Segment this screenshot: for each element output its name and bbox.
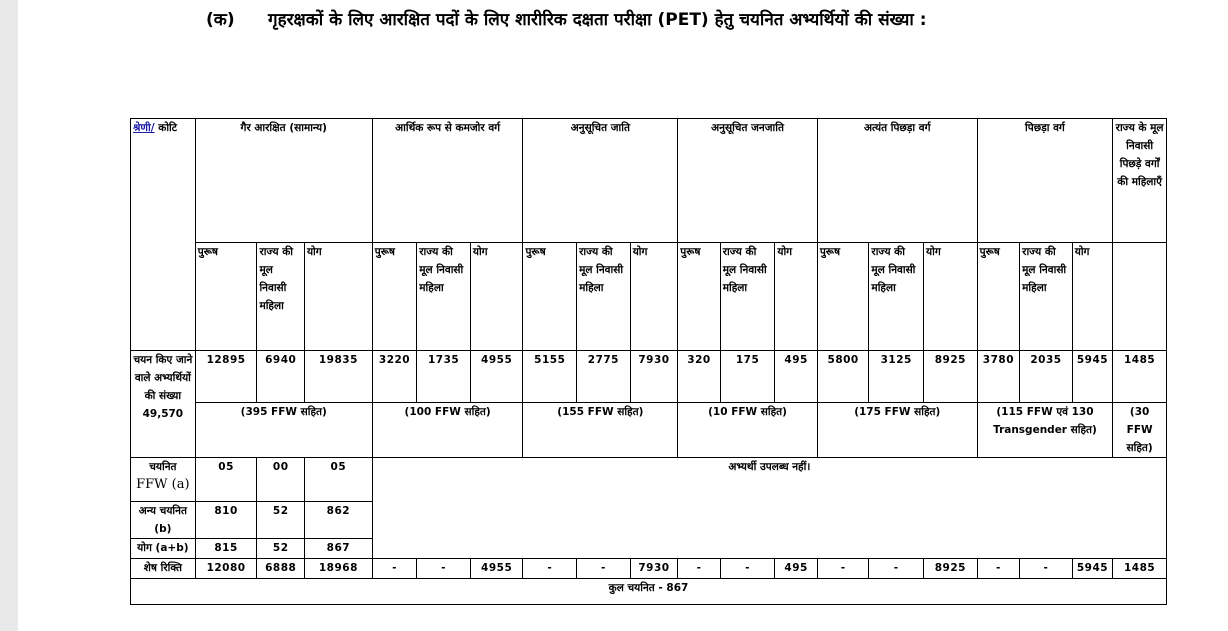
other-selected-value: 52 <box>257 502 305 539</box>
section-heading <box>206 4 1126 37</box>
subheader-total: योग <box>470 243 523 351</box>
remaining-value: 495 <box>775 559 817 579</box>
selected-value: 175 <box>720 351 775 403</box>
ffw-selected-value: 05 <box>195 458 257 502</box>
selected-value: 1735 <box>417 351 471 403</box>
selected-label: चयन किए जाने वाले अभ्यर्थियों की संख्या 49,570 <box>131 351 196 458</box>
selected-value: 1485 <box>1113 351 1167 403</box>
category-ews: आर्थिक रूप से कमजोर वर्ग <box>372 119 523 243</box>
selected-value: 2035 <box>1020 351 1073 403</box>
remaining-value: - <box>523 559 577 579</box>
selected-value: 5945 <box>1072 351 1112 403</box>
selected-values-row <box>131 351 1167 403</box>
remaining-value: - <box>817 559 869 579</box>
subheader-total: योग <box>924 243 978 351</box>
remaining-value: 12080 <box>195 559 257 579</box>
sum-value: 52 <box>257 539 305 559</box>
total-row <box>131 579 1167 605</box>
heading-text: गृहरक्षकों के लिए आरक्षित पदों के लिए शारीरिक दक्षता परीक्षा (PET) हेतु चयनित अभ्यर्थियों की संख्या : <box>268 10 927 30</box>
remaining-value: - <box>1020 559 1073 579</box>
selected-value: 2775 <box>577 351 631 403</box>
subheader-male: पुरूष <box>195 243 257 351</box>
remaining-value: 18968 <box>304 559 372 579</box>
ffw-note: (100 FFW सहित) <box>372 403 523 458</box>
subheader-female: राज्य की मूल निवासी महिला <box>869 243 924 351</box>
selected-value: 5155 <box>523 351 577 403</box>
selected-value: 5800 <box>817 351 869 403</box>
pet-selection-table <box>130 118 1167 605</box>
remaining-label: शेष रिक्ति <box>131 559 196 579</box>
category-sc: अनुसूचित जाति <box>523 119 678 243</box>
document-page <box>18 0 1228 631</box>
remaining-value: 4955 <box>470 559 523 579</box>
subheader-total: योग <box>630 243 678 351</box>
subheader-female: राज्य की मूल निवासी महिला <box>417 243 471 351</box>
category-link[interactable]: श्रेणी/ <box>133 122 155 134</box>
category-general: गैर आरक्षित (सामान्य) <box>195 119 372 243</box>
remaining-row <box>131 559 1167 579</box>
selected-value: 495 <box>775 351 817 403</box>
section-marker: (क) <box>206 10 235 30</box>
selected-value: 8925 <box>924 351 978 403</box>
remaining-value: 1485 <box>1113 559 1167 579</box>
sum-label: योग (a+b) <box>131 539 196 559</box>
ffw-selected-value: 00 <box>257 458 305 502</box>
corner-cell: श्रेणी/ कोटि <box>131 119 196 351</box>
subheader-female: राज्य की मूल निवासी महिला <box>257 243 305 351</box>
remaining-value: - <box>678 559 720 579</box>
category-bc: पिछड़ा वर्ग <box>977 119 1113 243</box>
remaining-value: 7930 <box>630 559 678 579</box>
ffw-note: (175 FFW सहित) <box>817 403 977 458</box>
subheader-total: योग <box>304 243 372 351</box>
other-selected-value: 810 <box>195 502 257 539</box>
subheader-total: योग <box>1072 243 1112 351</box>
sum-value: 815 <box>195 539 257 559</box>
subheader-male: पुरूष <box>523 243 577 351</box>
ffw-notes-row <box>131 403 1167 458</box>
selected-value: 6940 <box>257 351 305 403</box>
selected-value: 7930 <box>630 351 678 403</box>
other-selected-label: अन्य चयनित (b) <box>131 502 196 539</box>
category-st: अनुसूचित जनजाति <box>678 119 818 243</box>
remaining-value: 6888 <box>257 559 305 579</box>
ffw-note: (155 FFW सहित) <box>523 403 678 458</box>
subheader-male: पुरूष <box>817 243 869 351</box>
selected-value: 3780 <box>977 351 1019 403</box>
remaining-value: 8925 <box>924 559 978 579</box>
remaining-value: - <box>577 559 631 579</box>
subheader-male: पुरूष <box>977 243 1019 351</box>
subheader-male: पुरूष <box>372 243 417 351</box>
ffw-note: (30 FFW सहित) <box>1113 403 1167 458</box>
other-selected-value: 862 <box>304 502 372 539</box>
total-selected: कुल चयनित - 867 <box>131 579 1167 605</box>
ffw-selected-row <box>131 458 1167 502</box>
category-header-row <box>131 119 1167 243</box>
selected-value: 12895 <box>195 351 257 403</box>
subheader-female: राज्य की मूल निवासी महिला <box>577 243 631 351</box>
remaining-value: 5945 <box>1072 559 1112 579</box>
remaining-value: - <box>417 559 471 579</box>
subheader-row <box>131 243 1167 351</box>
ffw-selected-value: 05 <box>304 458 372 502</box>
subheader-female: राज्य की मूल निवासी महिला <box>720 243 775 351</box>
remaining-value: - <box>869 559 924 579</box>
selected-value: 19835 <box>304 351 372 403</box>
ffw-note: (10 FFW सहित) <box>678 403 818 458</box>
subheader-total: योग <box>775 243 817 351</box>
category-ebc: अत्यंत पिछड़ा वर्ग <box>817 119 977 243</box>
ffw-selected-label: चयनित FFW (a) <box>131 458 196 502</box>
remaining-value: - <box>372 559 417 579</box>
subheader-empty <box>1113 243 1167 351</box>
category-bc-women: राज्य के मूल निवासी पिछड़े वर्गों की महिलाएँ <box>1113 119 1167 243</box>
ffw-note: (115 FFW एवं 130 Transgender सहित) <box>977 403 1113 458</box>
remaining-value: - <box>720 559 775 579</box>
sum-value: 867 <box>304 539 372 559</box>
not-available-note: अभ्यर्थी उपलब्ध नहीं। <box>372 458 1166 559</box>
selected-value: 3220 <box>372 351 417 403</box>
selected-value: 320 <box>678 351 720 403</box>
selected-value: 3125 <box>869 351 924 403</box>
remaining-value: - <box>977 559 1019 579</box>
subheader-male: पुरूष <box>678 243 720 351</box>
subheader-female: राज्य की मूल निवासी महिला <box>1020 243 1073 351</box>
ffw-note: (395 FFW सहित) <box>195 403 372 458</box>
selected-value: 4955 <box>470 351 523 403</box>
